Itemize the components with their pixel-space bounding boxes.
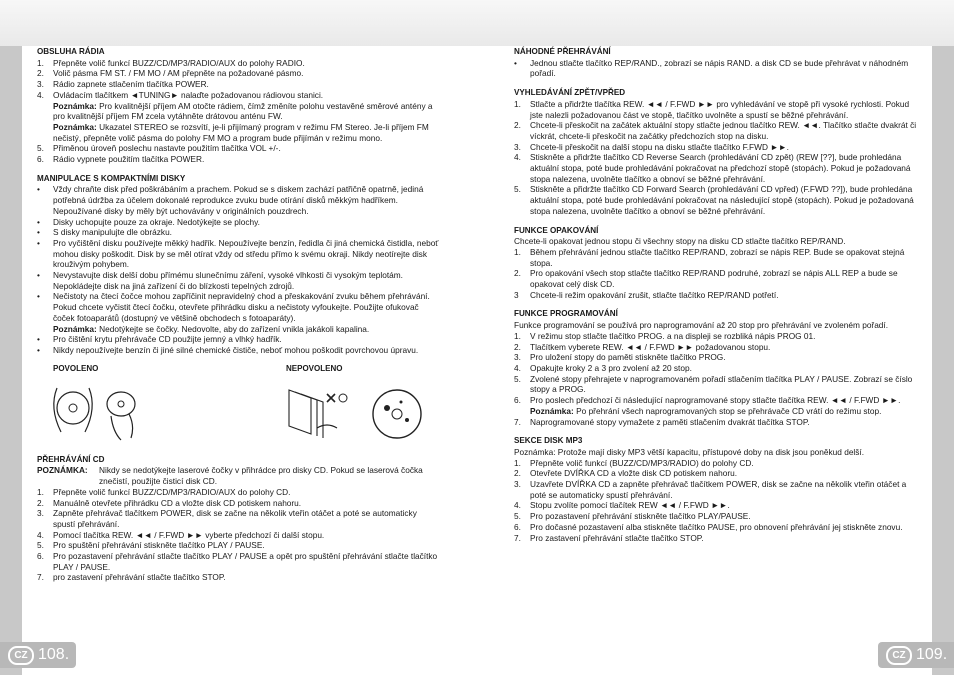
page-number-left: CZ 108. bbox=[0, 642, 76, 668]
radio-list-continued bbox=[37, 143, 441, 164]
list-item: 4. Pomocí tlačítka REW. ◄◄ / F.FWD ►► vyberte předchozí či další stopu. bbox=[37, 529, 325, 540]
list-item: 4. Stiskněte a přidržte tlačítko CD Reverse Search (prohledávání CD zpět) (REW [??], bude prohledána aktuální stopa, poté bude prohledávání pokračovat na předchozí stopě (stopách). Pokud je požadovaná stopa nalezena, uvolněte tlačítko a obnoví se běžné přehrávání. bbox=[514, 152, 911, 184]
list-item: 3. Rádio zapnete stlačením tlačítka POWER. bbox=[37, 79, 209, 90]
list-item: 4. Ovládacím tlačítkem ◄TUNING► nalaďte požadovanou rádiovou stanici. bbox=[37, 89, 324, 100]
cd-play-list bbox=[37, 487, 441, 583]
list-item: • Nečistoty na čtecí čočce mohou zapříčinit nepravidelný chod a přeskakování zvuku během přehrávání. Pokud chcete vyčistit čtecí čočku, otevřete přihrádku disku a nečistoty vyfoukejte. Použijte ofukovač čoček fotoaparátů (dostupný ve většině obchodech s fotoaparáty). bbox=[37, 291, 430, 323]
list-item: • Pro čištění krytu přehrávače CD použijte jemný a vlhký hadřík. bbox=[37, 334, 282, 345]
note: Poznámka: Pro kvalitnější příjem AM otočte rádiem, čímž změníte polohu vestavěné směrové antény a pro kvalitnější příjem FM zcela vytáhněte drátovou anténu FW. bbox=[53, 100, 433, 122]
list-item: 6. Rádio vypnete použitím tlačítka POWER. bbox=[37, 154, 205, 165]
note: Poznámka: Nedotýkejte se čočky. Nedovolte, aby do zařízení vnikla jakákoli kapalina. bbox=[53, 323, 370, 334]
list-item: 2. Chcete-li přeskočit na začátek aktuální stopy stlačte jednou tlačítko REW. ◄◄. Tlačítko stlačte dvakrát či víckrát, chcete-li přeskočit na začátky předchozích stop na disku. bbox=[514, 120, 917, 141]
list-item: 2. Otevřete DVÍŘKA CD a vložte disk CD potiskem nahoru. bbox=[514, 468, 738, 479]
list-item: 3. Uzavřete DVÍŘKA CD a zapněte přehrávač tlačítkem POWER, disk se začne na několik vteřin otáčet a poté se automaticky spustí přehrávání. bbox=[514, 479, 907, 500]
list-item: • Pro vyčištění disku používejte měkký hadřík. Nepoužívejte benzín, ředidla či jiná chemická čistidla, neboť mohou disky poškodit. Disk by se měl otírat vždy od středu přímo k svému okraji. Nikdy neotírejte disk krouživým pohybem. bbox=[37, 237, 439, 270]
list-item: 3 Chcete-li režim opakování zrušit, stlačte tlačítko REP/RAND potřetí. bbox=[514, 289, 779, 300]
section-title: MANIPULACE S KOMPAKTNÍMI DISKY bbox=[37, 173, 186, 183]
list-item: 2. Pro opakování všech stop stlačte tlačítko REP/RAND podruhé, zobrazí se nápis ALL REP a bude se opakovat celý disk CD. bbox=[514, 268, 898, 290]
list-item: 4. Opakujte kroky 2 a 3 pro zvolení až 20 stop. bbox=[514, 362, 692, 373]
list-item: 3. Pro uložení stopy do paměti stiskněte tlačítko PROG. bbox=[514, 352, 726, 363]
list-item: 6. Pro dočasné pozastavení alba stiskněte tlačítko PAUSE, pro obnovení přehrávání jej stiskněte znovu. bbox=[514, 521, 903, 532]
note: Poznámka: Ukazatel STEREO se rozsvítí, je-li přijímaný program v režimu FM Stereo. Je-li příjem FM nečistý, přepněte volič pásma do polohy FM MO a program bude přijímán v režimu mono. bbox=[53, 121, 429, 143]
list-item: • Nevystavujte disk delší dobu přímému slunečnímu záření, vysoké vlhkosti či vysokým teplotám. Nepokládejte disk na jiná zařízení či do blízkosti tepelných zdrojů. bbox=[37, 270, 403, 291]
list-item: 6. Pro poslech předchozí či následující naprogramované stopy stlačte tlačítka REW. ◄◄ / F.FWD ►►. bbox=[514, 395, 901, 406]
list-item: 7. pro zastavení přehrávání stlačte tlačítko STOP. bbox=[37, 572, 226, 583]
list-item: 1. Přepněte volič funkcí (BUZZ/CD/MP3/RADIO) do polohy CD. bbox=[514, 457, 754, 468]
list-item: 5. Zvolené stopy přehrajete v naprogramovaném pořadí stlačením tlačítka PLAY / PAUSE. Zobrazí se číslo stopy a PROG. bbox=[514, 373, 913, 395]
list-item: • Disky uchopujte pouze za okraje. Nedotýkejte se plochy. bbox=[37, 216, 260, 227]
right-margin-strip bbox=[932, 46, 954, 675]
language-badge: CZ bbox=[886, 646, 912, 665]
list-item: 1. Přepněte volič funkcí BUZZ/CD/MP3/RADIO/AUX do polohy RADIO. bbox=[37, 57, 305, 68]
section-title: FUNKCE OPAKOVÁNÍ bbox=[514, 225, 599, 235]
list-item: 3. Chcete-li přeskočit na další stopu na disku stlačte tlačítko F.FWD ►►. bbox=[514, 141, 789, 152]
intro-text: Funkce programování se používá pro naprogramování až 20 stop pro přehrávání ve zvoleném pořadí. bbox=[514, 320, 889, 331]
list-item: 2. Tlačítkem vyberete REW. ◄◄ / F.FWD ►► požadovanou stopu. bbox=[514, 341, 771, 352]
forbidden-disc-illustration bbox=[277, 378, 437, 444]
note: Poznámka: Po přehrání všech naprogramovaných stop se přehrávače CD vrátí do režimu stop. bbox=[530, 405, 882, 416]
repeat-list bbox=[514, 247, 920, 301]
page-number-right: CZ 109. bbox=[878, 642, 954, 668]
section-title: NÁHODNÉ PŘEHRÁVÁNÍ bbox=[514, 47, 611, 56]
section-title: OBSLUHA RÁDIA bbox=[37, 47, 105, 56]
right-page bbox=[514, 47, 920, 543]
section-title: SEKCE DISK MP3 bbox=[514, 436, 583, 446]
list-item: 1. Stlačte a přidržte tlačítka REW. ◄◄ / F.FWD ►► pro vyhledávání ve stopě při vysoké rychlosti. Pokud jste nalezli požadovanou část ve stopě, tlačítko uvolněte a spustí se běžné přehrávání. bbox=[514, 98, 910, 120]
list-item: 7. Pro zastavení přehrávání stlačte tlačítko STOP. bbox=[514, 532, 704, 543]
forbidden-label: NEPOVOLENO bbox=[286, 363, 343, 373]
allowed-hand-disc-illustration bbox=[45, 378, 145, 444]
list-item: • Jednou stlačte tlačítko REP/RAND., zobrazí se nápis RAND. a disk CD se bude přehrávat v náhodném pořadí. bbox=[514, 57, 909, 79]
list-item: 1. Přepněte volič funkcí BUZZ/CD/MP3/RADIO/AUX do polohy CD. bbox=[37, 486, 291, 497]
list-item: 6. Pro pozastavení přehrávání stlačte tlačítko PLAY / PAUSE a opět pro spuštění přehrávání stlačte tlačítko PLAY / PAUSE. bbox=[37, 551, 438, 572]
cd-note: POZNÁMKA: Nikdy se nedotýkejte laserové čočky v přihrádce pro disky CD. Pokud se laserová čočka znečistí, použijte čisticí disk CD. bbox=[37, 465, 423, 487]
intro-text: Poznámka: Protože mají disky MP3 větší kapacitu, přístupové doby na disk jsou poněkud delší. bbox=[514, 446, 865, 457]
disc-care-list bbox=[37, 184, 441, 355]
allowed-label: POVOLENO bbox=[53, 363, 99, 373]
program-list-continued bbox=[514, 417, 920, 428]
section-title: PŘEHRÁVÁNÍ CD bbox=[37, 454, 105, 464]
list-item: • Vždy chraňte disk před poškrábáním a prachem. Pokud se s diskem zachází patřičně opatrně, jediná potřebná údržba za účelem dokonalé reprodukce zvuku bude otírání disků měkkým hadříkem. Nepoužívané disky by měly být uchovávány v originálních pouzdrech. bbox=[37, 184, 424, 216]
list-item: 5. Stiskněte a přidržte tlačítko CD Forward Search (prohledávání CD vpřed) (F.FWD ??]), bude prohledána aktuální stopa, poté bude prohledávání pokračovat na následující stopě (stopách). Pokud je požadovaná stopa nalezena, uvolněte tlačítko a obnoví se běžné přehrávání. bbox=[514, 184, 914, 216]
list-item: 2. Volič pásma FM ST. / FM MO / AM přepněte na požadované pásmo. bbox=[37, 68, 304, 79]
section-title: VYHLEDÁVÁNÍ ZPĚT/VPŘED bbox=[514, 88, 626, 98]
language-badge: CZ bbox=[8, 646, 34, 665]
list-item: 1. V režimu stop stlačte tlačítko PROG. a na displeji se rozbliká nápis PROG 01. bbox=[514, 330, 816, 341]
list-item: 5. Pro pozastavení přehrávání stiskněte tlačítko PLAY/PAUSE. bbox=[514, 511, 751, 522]
list-item: 3. Zapněte přehrávač tlačítkem POWER, disk se začne na několik vteřin otáčet a poté se automaticky spustí přehrávání. bbox=[37, 508, 417, 529]
program-list bbox=[514, 331, 920, 406]
left-page bbox=[37, 47, 441, 583]
list-item: • S disky manipulujte dle obrázku. bbox=[37, 227, 172, 238]
list-item: 5. Pro spuštění přehrávání stiskněte tlačítko PLAY / PAUSE. bbox=[37, 540, 265, 551]
radio-list bbox=[37, 58, 441, 101]
list-item: 2. Manuálně otevřete přihrádku CD a vložte disk CD potiskem nahoru. bbox=[37, 497, 302, 508]
list-item: 5. Přiměnou úroveň poslechu nastavte použitím tlačítka VOL +/-. bbox=[37, 143, 281, 154]
section-title: FUNKCE PROGRAMOVÁNÍ bbox=[514, 309, 618, 319]
header-band bbox=[0, 0, 954, 46]
left-margin-strip bbox=[0, 46, 22, 675]
list-item: 4. Stopu zvolíte pomocí tlačítek REW ◄◄ / F.FWD ►►. bbox=[514, 500, 730, 511]
list-item: 7. Naprogramované stopy vymažete z paměti stlačením dvakrát tlačítka STOP. bbox=[514, 416, 810, 427]
list-item: • Nikdy nepoužívejte benzín či jiné silné chemické čističe, neboť mohou poškodit povrchovou úpravu. bbox=[37, 344, 419, 355]
mp3-list bbox=[514, 458, 920, 544]
list-item: 1. Během přehrávání jednou stlačte tlačítko REP/RAND, zobrazí se nápis REP. Bude se opakovat stejná stopa. bbox=[514, 246, 905, 268]
disc-handling-figures bbox=[37, 364, 441, 446]
intro-text: Chcete-li opakovat jednou stopu či všechny stopy na disku CD stlačte tlačítko REP/RAND. bbox=[514, 236, 846, 247]
search-list bbox=[514, 99, 920, 217]
